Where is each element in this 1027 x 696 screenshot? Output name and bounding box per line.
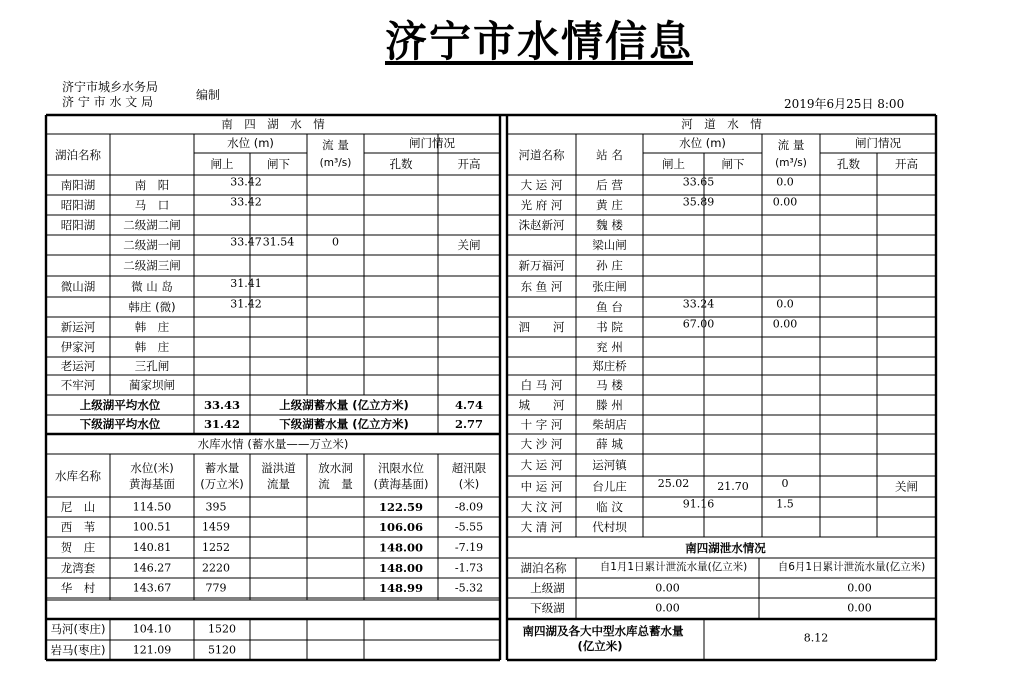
lake-section-title: 南 四 湖 水 情 (221, 117, 325, 131)
col-river-flow: 流 量 (777, 138, 805, 152)
river-name: 大 沙 河 (520, 437, 563, 451)
discharge-jan: 0.00 (655, 601, 680, 615)
res-limit: 148.00 (378, 540, 424, 555)
river-level-up: 67.00 (682, 317, 715, 331)
lake-station: 二级湖三闸 (123, 258, 181, 273)
river-name: 大 运 河 (520, 178, 563, 192)
lake-name: 新运河 (60, 320, 96, 334)
col-river-level-down: 闸下 (721, 157, 745, 171)
res-extra-name: 马河(枣庄) (50, 622, 106, 636)
river-name: 十 字 河 (520, 417, 563, 432)
lake-station: 南 阳 (134, 178, 170, 192)
res-over: -5.32 (454, 581, 484, 595)
col-level: 水位 (m) (227, 136, 274, 150)
river-flow: 0.00 (772, 195, 798, 209)
summary-value: 33.43 (203, 398, 241, 412)
river-station: 运河镇 (592, 458, 627, 472)
river-flow: 1.5 (776, 497, 794, 511)
org-line-1: 济宁市城乡水务局 (62, 80, 159, 94)
col-river-gate: 闸门情况 (855, 136, 901, 150)
discharge-lake: 上级湖 (530, 581, 565, 595)
summary-label: 上级湖平均水位 (79, 398, 161, 412)
river-name: 东 鱼 河 (520, 279, 563, 294)
compile-label: 编制 (196, 88, 221, 102)
res-over: -5.55 (454, 520, 484, 534)
lake-name: 伊家河 (60, 340, 96, 354)
lake-level-up: 33.42 (230, 195, 262, 209)
res-storage: 395 (205, 500, 227, 514)
river-station: 代村坝 (592, 520, 627, 534)
res-over: -8.09 (454, 500, 484, 514)
discharge-jun: 0.00 (847, 581, 872, 595)
res-level: 140.81 (132, 541, 172, 554)
col-river-level-up: 闸上 (662, 157, 685, 171)
res-extra-level: 104.10 (132, 622, 172, 636)
col-river-station: 站 名 (596, 148, 623, 162)
river-name: 洙赵新河 (518, 218, 565, 232)
res-extra-storage: 1520 (208, 622, 236, 636)
river-name: 大 运 河 (520, 458, 563, 472)
river-name: 大 清 河 (520, 520, 563, 534)
river-station: 马 楼 (596, 378, 623, 392)
river-station: 郑庄桥 (592, 359, 627, 373)
river-station: 孙 庄 (596, 258, 623, 273)
total-value: 8.12 (803, 631, 829, 645)
lake-level-up: 33.47 (230, 235, 262, 249)
river-name: 白 马 河 (520, 378, 563, 392)
res-name: 龙湾套 (60, 561, 96, 575)
col-flow-unit: (m³/s) (319, 157, 352, 169)
river-station: 黄 庄 (596, 198, 623, 212)
res-storage: 779 (205, 581, 227, 595)
river-level-up: 33.65 (682, 175, 715, 189)
col-river-name: 河道名称 (518, 148, 565, 162)
col-res-storage2: (万立米) (200, 477, 244, 491)
lake-level-up: 33.42 (230, 175, 262, 189)
lake-name: 不牢河 (60, 378, 96, 392)
river-level-up: 33.24 (682, 297, 715, 311)
col-lake-name: 湖泊名称 (55, 148, 101, 162)
total-unit: (亿立米) (577, 639, 623, 653)
river-station: 台儿庄 (592, 479, 627, 494)
lake-level-up: 31.42 (230, 297, 262, 311)
summary-storage-label: 上级湖蓄水量 (亿立方米) (279, 398, 409, 412)
river-level-up: 25.02 (657, 477, 690, 490)
res-extra-name: 岩马(枣庄) (50, 643, 106, 657)
col-res-limit2: (黄海基面) (373, 477, 429, 491)
summary-storage-value: 2.77 (454, 417, 484, 431)
river-level-up: 35.89 (682, 195, 715, 209)
col-res-outlet2: 流 量 (318, 477, 353, 491)
res-name: 尼 山 (60, 500, 96, 514)
river-station: 梁山闸 (592, 238, 627, 252)
res-storage: 1459 (202, 520, 230, 534)
summary-storage-label: 下级湖蓄水量 (亿立方米) (279, 417, 409, 431)
lake-station: 二级湖一闸 (123, 238, 181, 252)
lake-flow: 0 (332, 235, 339, 249)
res-limit: 122.59 (378, 500, 424, 514)
reservoir-section-title: 水库水情 (蓄水量——万立米) (197, 437, 349, 451)
river-station: 临 汶 (596, 500, 623, 514)
res-level: 100.51 (132, 520, 172, 534)
lake-name: 微山湖 (60, 279, 96, 294)
res-name: 西 苇 (60, 520, 96, 534)
col-res-level: 水位(米) (130, 461, 174, 475)
lake-level-up: 31.41 (230, 277, 262, 290)
river-station: 张庄闸 (592, 279, 627, 294)
lake-name: 南阳湖 (60, 178, 96, 192)
river-name: 新万福河 (518, 258, 565, 273)
lake-station: 韩 庄 (134, 340, 170, 354)
col-res-outlet: 放水洞 (318, 461, 353, 475)
lake-level-down: 31.54 (262, 235, 295, 249)
lake-station: 韩 庄 (134, 320, 170, 334)
res-level: 143.67 (132, 581, 172, 595)
res-name: 华 村 (60, 581, 96, 595)
col-res-limit: 汛限水位 (378, 461, 424, 475)
river-level-up: 91.16 (682, 497, 715, 511)
river-name: 光 府 河 (520, 198, 563, 212)
river-station: 鱼 台 (596, 300, 623, 314)
col-gate-count: 孔数 (389, 157, 413, 171)
res-storage: 2220 (202, 561, 230, 575)
res-limit: 106.06 (378, 520, 424, 534)
report-date: 2019年6月25日 8:00 (784, 97, 905, 111)
lake-station: 三孔闸 (134, 359, 170, 373)
river-station: 兖 州 (596, 340, 623, 354)
river-station: 后 营 (596, 178, 623, 192)
res-over: -7.19 (454, 541, 484, 554)
summary-label: 下级湖平均水位 (79, 417, 161, 431)
river-flow: 0 (781, 477, 789, 490)
col-res-storage: 蓄水量 (204, 461, 240, 475)
col-river-gate-count: 孔数 (837, 157, 860, 171)
col-gate: 闸门情况 (409, 136, 455, 150)
river-level-down: 21.70 (717, 480, 749, 493)
col-res-over: 超汛限 (451, 461, 487, 475)
col-river-level: 水位 (m) (679, 136, 726, 150)
col-discharge-name: 湖泊名称 (520, 561, 567, 575)
river-name: 城 河 (518, 398, 565, 412)
river-station: 滕 州 (596, 398, 623, 412)
river-station: 柴胡店 (592, 417, 627, 432)
lake-station: 微 山 岛 (131, 279, 173, 294)
page-title: 济宁市水情信息 (385, 17, 694, 66)
summary-storage-value: 4.74 (454, 398, 484, 412)
res-level: 146.27 (132, 561, 172, 575)
lake-station: 韩庄 (微) (128, 300, 176, 314)
lake-name: 昭阳湖 (60, 218, 96, 232)
res-limit: 148.00 (378, 561, 424, 575)
res-extra-storage: 5120 (208, 643, 236, 657)
col-res-spillway: 溢洪道 (261, 461, 296, 475)
river-flow: 0.0 (776, 175, 794, 189)
res-level: 114.50 (132, 500, 172, 514)
lake-station: 蔺家坝闸 (129, 378, 175, 392)
col-discharge-jun: 自6月1日累计泄流水量(亿立米) (777, 561, 926, 573)
lake-station: 马 口 (134, 198, 170, 212)
river-station: 魏 楼 (596, 218, 623, 232)
col-level-down: 闸下 (267, 157, 290, 171)
res-over: -1.73 (454, 561, 484, 575)
summary-value: 31.42 (203, 417, 241, 431)
river-name: 大 汶 河 (520, 500, 563, 514)
col-res-name: 水库名称 (55, 469, 101, 483)
river-section-title: 河 道 水 情 (681, 117, 762, 131)
discharge-jan: 0.00 (655, 581, 680, 595)
lake-name: 老运河 (60, 359, 96, 373)
org-line-2: 济 宁 市 水 文 局 (62, 95, 154, 109)
discharge-lake: 下级湖 (530, 601, 565, 615)
lake-station: 二级湖二闸 (123, 218, 181, 232)
river-station: 书 院 (596, 320, 623, 334)
col-res-over2: (米) (458, 477, 480, 491)
res-extra-level: 121.09 (132, 643, 172, 657)
river-name: 泗 河 (518, 320, 565, 334)
col-level-up: 闸上 (210, 157, 234, 171)
river-name: 中 运 河 (520, 479, 563, 494)
col-discharge-jan: 自1月1日累计泄流水量(亿立米) (599, 561, 748, 573)
col-res-level2: 黄海基面 (129, 477, 175, 491)
col-gate-open: 开高 (457, 157, 481, 171)
lake-name: 昭阳湖 (60, 198, 96, 212)
discharge-section-title: 南四湖泄水情况 (685, 541, 766, 555)
river-flow: 0.00 (772, 317, 798, 331)
res-name: 贺 庄 (60, 540, 96, 555)
col-river-gate-open: 开高 (895, 157, 918, 171)
river-station: 薛 城 (596, 437, 623, 451)
river-flow: 0.0 (776, 297, 794, 311)
col-river-flow-unit: (m³/s) (775, 157, 807, 169)
discharge-jun: 0.00 (847, 601, 872, 615)
col-flow: 流 量 (322, 138, 349, 152)
col-res-spillway2: 流量 (267, 477, 290, 491)
res-limit: 148.99 (378, 581, 424, 595)
river-gate-open: 关闸 (895, 479, 918, 494)
total-label: 南四湖及各大中型水库总蓄水量 (522, 624, 684, 638)
lake-gate-open: 关闸 (457, 238, 481, 252)
res-storage: 1252 (202, 541, 230, 554)
